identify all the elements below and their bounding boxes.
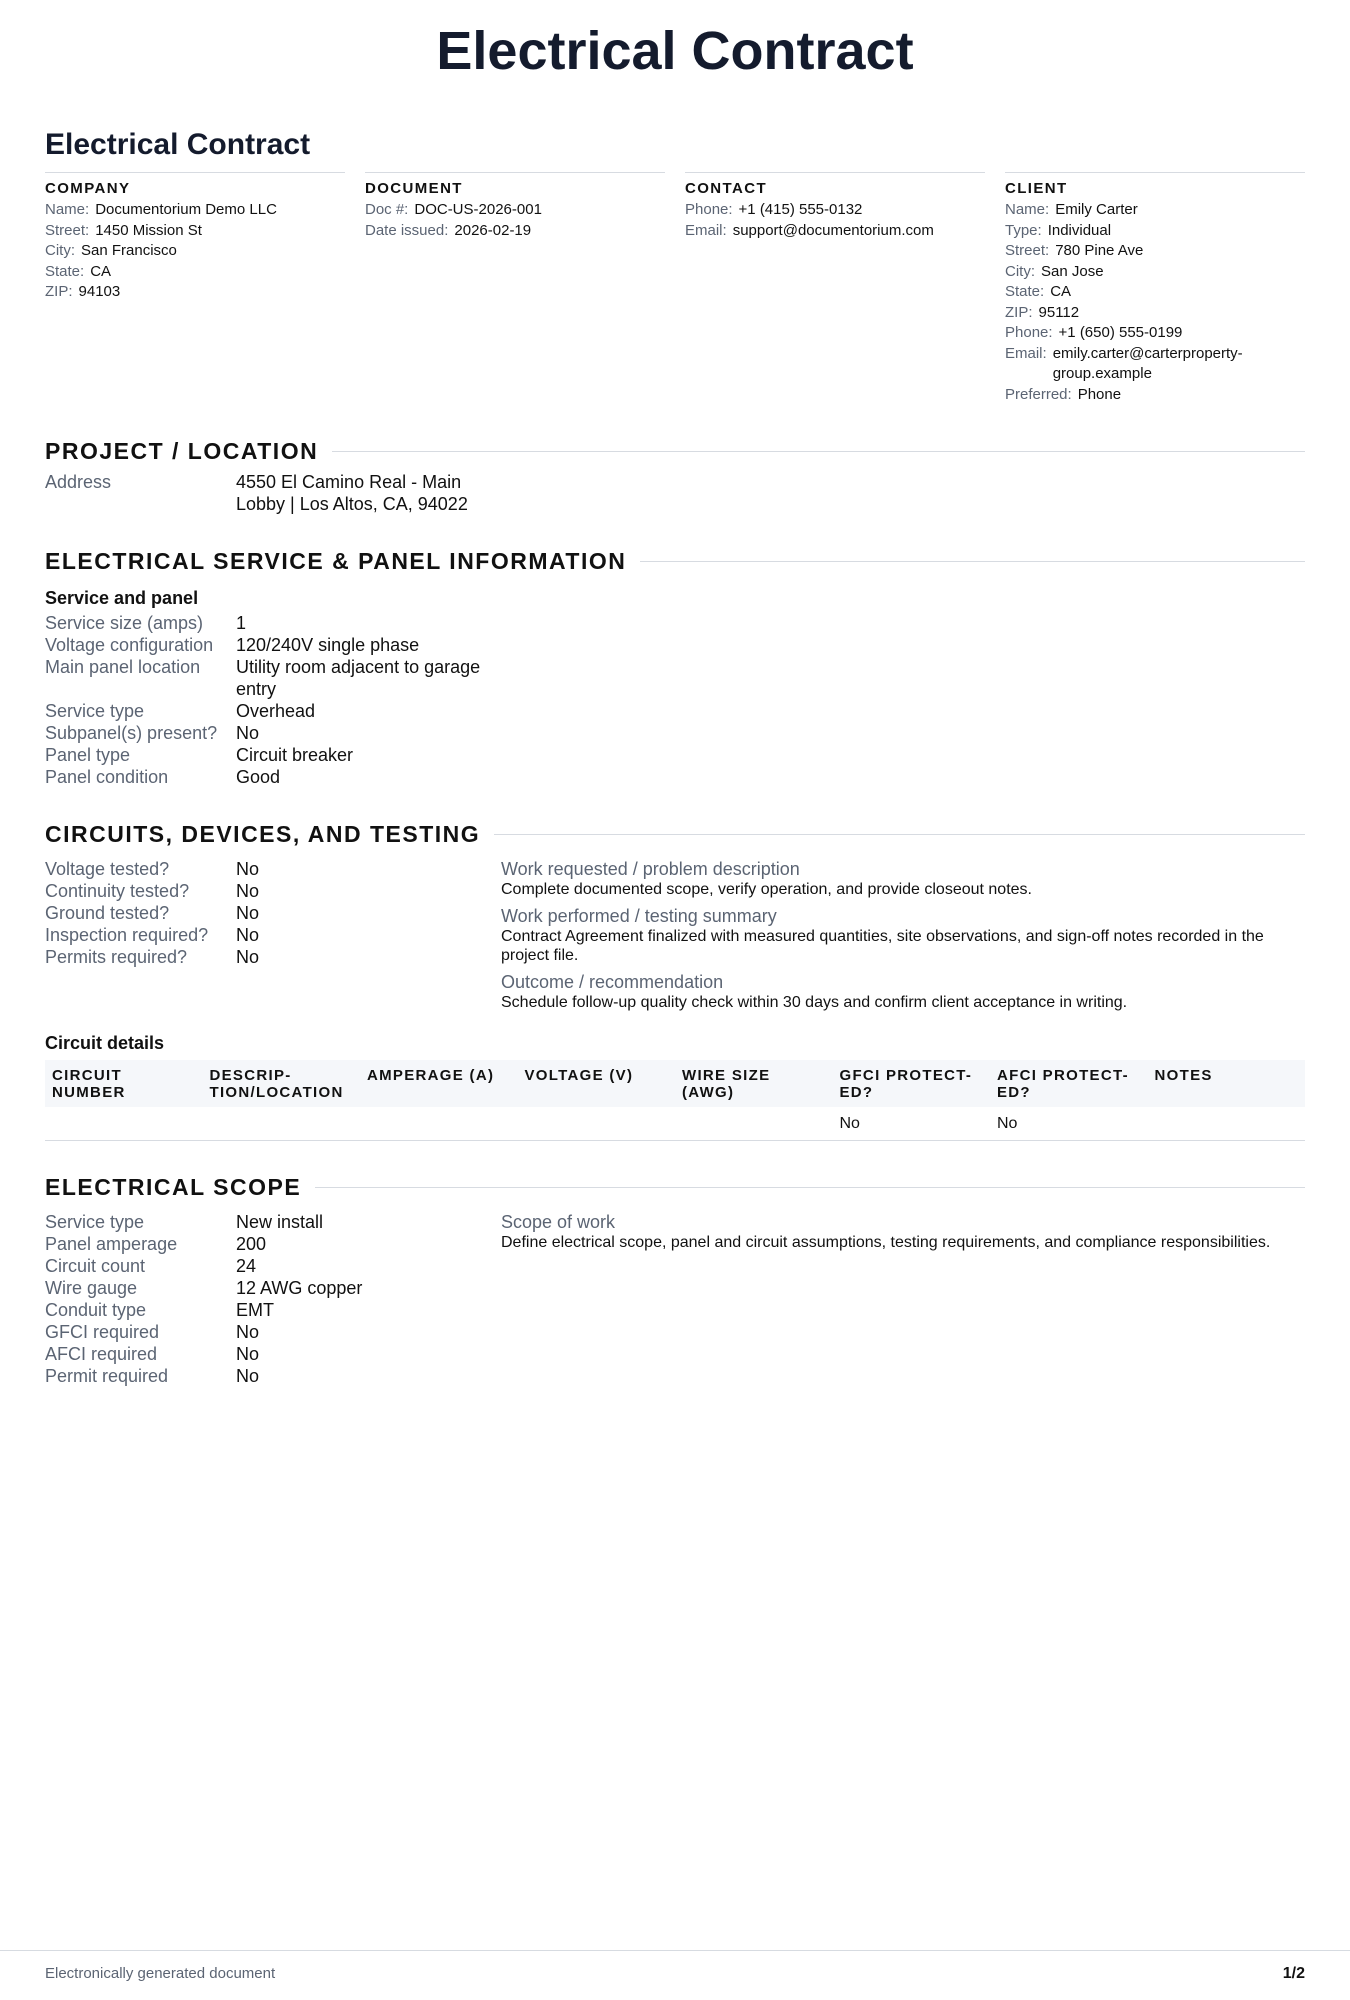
scope-row bbox=[45, 1343, 501, 1365]
service-row bbox=[45, 700, 1305, 722]
scope-fields bbox=[45, 1211, 501, 1387]
note-label: Scope of work bbox=[501, 1212, 616, 1232]
page-footer bbox=[0, 1950, 1350, 1982]
circuits-heading: CIRCUITS, DEVICES, AND TESTING bbox=[45, 821, 481, 847]
client-city: San Jose bbox=[1041, 262, 1104, 280]
company-city: San Francisco bbox=[81, 242, 177, 259]
contact-email: support@documentorium.com bbox=[732, 221, 934, 239]
note-text: Schedule follow-up quality check within 30 days and confirm client acceptance in writing. bbox=[501, 994, 1128, 1011]
field-value: 200 bbox=[236, 1234, 267, 1254]
field-label: Circuit count bbox=[45, 1256, 146, 1276]
label: City: bbox=[45, 242, 75, 259]
circuits-body bbox=[45, 858, 1305, 1018]
doc-number-row bbox=[365, 200, 665, 221]
label: Street: bbox=[1005, 242, 1050, 259]
service-row bbox=[45, 656, 1305, 700]
field-value: No bbox=[236, 903, 260, 923]
circuits-section-header bbox=[45, 820, 1305, 848]
scope-row bbox=[45, 1255, 501, 1277]
contact-heading: CONTACT bbox=[685, 180, 768, 197]
page-number: 1/2 bbox=[1282, 1965, 1305, 1982]
client-phone: +1 (650) 555-0199 bbox=[1058, 324, 1183, 341]
work-performed-block bbox=[501, 905, 1305, 965]
service-fields bbox=[45, 612, 1305, 788]
divider bbox=[315, 1187, 1305, 1188]
note-text: Define electrical scope, panel and circuit assumptions, testing requirements, and compliance responsibilities. bbox=[501, 1234, 1271, 1251]
field-value: Overhead bbox=[236, 701, 316, 721]
field-label: Permit required bbox=[45, 1366, 169, 1386]
column-header: VOLTAGE (V) bbox=[518, 1060, 676, 1107]
testing-row bbox=[45, 858, 501, 880]
label: Date issued: bbox=[365, 221, 449, 239]
table-cell bbox=[518, 1107, 676, 1141]
field-label: GFCI required bbox=[45, 1322, 160, 1342]
field-label: Voltage tested? bbox=[45, 859, 170, 879]
client-type-row bbox=[1005, 221, 1305, 242]
scope-section-header bbox=[45, 1173, 1305, 1201]
label: Phone: bbox=[685, 201, 733, 218]
field-label: Continuity tested? bbox=[45, 881, 190, 901]
field-value: No bbox=[236, 1366, 260, 1386]
client-city-row bbox=[1005, 262, 1305, 283]
table-cell bbox=[203, 1107, 361, 1141]
client-email: emily.carter@carterproperty-group.example bbox=[1052, 344, 1243, 382]
company-name-row bbox=[45, 200, 345, 221]
testing-row bbox=[45, 902, 501, 924]
column-header: GFCI PROTECT-ED? bbox=[833, 1060, 991, 1107]
divider bbox=[332, 451, 1305, 452]
project-section-header bbox=[45, 437, 1305, 465]
field-label: Main panel location bbox=[45, 657, 201, 677]
contact-phone: +1 (415) 555-0132 bbox=[738, 201, 863, 218]
note-text: Complete documented scope, verify operation, and provide closeout notes. bbox=[501, 881, 1032, 898]
label: ZIP: bbox=[1005, 303, 1033, 321]
field-value: 12 AWG copper bbox=[236, 1278, 363, 1298]
client-email-row bbox=[1005, 344, 1305, 385]
field-value: No bbox=[236, 859, 260, 879]
client-block bbox=[1005, 172, 1305, 405]
field-label: Panel condition bbox=[45, 767, 169, 787]
company-state-row bbox=[45, 262, 345, 283]
field-value: 1 bbox=[236, 613, 247, 633]
document-block bbox=[365, 172, 665, 405]
table-cell bbox=[675, 1107, 833, 1141]
field-value: No bbox=[236, 1322, 260, 1342]
field-label: Voltage configuration bbox=[45, 635, 214, 655]
field-value: No bbox=[236, 881, 260, 901]
work-notes bbox=[501, 858, 1305, 1018]
field-value: New install bbox=[236, 1212, 324, 1232]
circuit-details-table bbox=[45, 1060, 1305, 1141]
field-value: 120/240V single phase bbox=[236, 635, 420, 655]
field-value: No bbox=[236, 1344, 260, 1364]
contact-block bbox=[685, 172, 985, 405]
field-label: Panel type bbox=[45, 745, 131, 765]
field-label: Service type bbox=[45, 701, 145, 721]
client-phone-row bbox=[1005, 323, 1305, 344]
service-heading: ELECTRICAL SERVICE & PANEL INFORMATION bbox=[45, 548, 627, 574]
document-page bbox=[45, 0, 1305, 1387]
field-value: Good bbox=[236, 767, 281, 787]
company-street-row bbox=[45, 221, 345, 242]
field-label: Service size (amps) bbox=[45, 613, 204, 633]
field-label: Wire gauge bbox=[45, 1278, 138, 1298]
client-zip-row bbox=[1005, 303, 1305, 324]
label: Type: bbox=[1005, 221, 1042, 239]
label: Name: bbox=[1005, 201, 1050, 218]
address-label: Address bbox=[45, 472, 112, 492]
note-label: Work performed / testing summary bbox=[501, 906, 777, 926]
label: City: bbox=[1005, 262, 1035, 280]
client-name-row bbox=[1005, 200, 1305, 221]
testing-row bbox=[45, 880, 501, 902]
doc-number: DOC-US-2026-001 bbox=[414, 201, 542, 218]
company-street: 1450 Mission St bbox=[95, 221, 202, 239]
header-info-grid bbox=[45, 172, 1305, 405]
company-heading: COMPANY bbox=[45, 180, 131, 197]
date-issued-row bbox=[365, 221, 665, 242]
field-value: No bbox=[236, 925, 260, 945]
contact-email-row bbox=[685, 221, 985, 242]
label: State: bbox=[45, 262, 85, 280]
date-issued: 2026-02-19 bbox=[454, 221, 532, 239]
client-type: Individual bbox=[1047, 221, 1112, 239]
scope-body bbox=[45, 1211, 1305, 1387]
table-cell: No bbox=[833, 1107, 991, 1141]
company-block bbox=[45, 172, 345, 405]
scope-row bbox=[45, 1299, 501, 1321]
table-cell bbox=[360, 1107, 518, 1141]
table-cell: No bbox=[990, 1107, 1148, 1141]
service-row bbox=[45, 612, 1305, 634]
client-state: CA bbox=[1050, 283, 1072, 300]
field-label: Conduit type bbox=[45, 1300, 147, 1320]
client-preferred: Phone bbox=[1077, 385, 1122, 403]
table-cell bbox=[45, 1107, 203, 1141]
field-label: Permits required? bbox=[45, 947, 188, 967]
field-value: No bbox=[236, 723, 260, 743]
column-header: AMPERAGE (A) bbox=[360, 1060, 518, 1107]
field-label: Subpanel(s) present? bbox=[45, 723, 218, 743]
label: Phone: bbox=[1005, 324, 1053, 341]
scope-of-work bbox=[501, 1211, 1305, 1387]
label: Street: bbox=[45, 221, 90, 239]
field-label: Service type bbox=[45, 1212, 145, 1232]
label: Email: bbox=[1005, 344, 1047, 362]
label: Email: bbox=[685, 221, 727, 239]
client-street: 780 Pine Ave bbox=[1055, 242, 1144, 259]
work-requested-block bbox=[501, 858, 1305, 899]
outcome-block bbox=[501, 971, 1305, 1012]
column-header: DESCRIP-TION/LOCATION bbox=[203, 1060, 361, 1107]
field-value: Utility room adjacent to garage entry bbox=[236, 657, 481, 699]
table-header-row bbox=[45, 1060, 1305, 1107]
column-header: WIRE SIZE (AWG) bbox=[675, 1060, 833, 1107]
note-text: Contract Agreement finalized with measured quantities, site observations, and sign-off notes recorded in the project file. bbox=[501, 928, 1264, 964]
project-address: 4550 El Camino Real - Main Lobby | Los Altos, CA, 94022 bbox=[236, 472, 468, 514]
field-value: EMT bbox=[236, 1300, 274, 1320]
client-state-row bbox=[1005, 282, 1305, 303]
client-heading: CLIENT bbox=[1005, 180, 1068, 197]
testing-fields bbox=[45, 858, 501, 1018]
divider bbox=[640, 561, 1305, 562]
label: State: bbox=[1005, 283, 1045, 300]
client-zip: 95112 bbox=[1038, 303, 1080, 321]
divider bbox=[494, 834, 1305, 835]
company-name: Documentorium Demo LLC bbox=[95, 201, 277, 218]
table-row bbox=[45, 1107, 1305, 1141]
service-section-header bbox=[45, 547, 1305, 575]
note-label: Outcome / recommendation bbox=[501, 972, 724, 992]
field-label: Panel amperage bbox=[45, 1234, 178, 1254]
circuit-details-title: Circuit details bbox=[45, 1033, 165, 1053]
company-zip-row bbox=[45, 282, 345, 303]
document-title: Electrical Contract bbox=[436, 21, 914, 81]
footer-note: Electronically generated document bbox=[45, 1965, 276, 1982]
field-value: Circuit breaker bbox=[236, 745, 354, 765]
column-header: CIRCUIT NUMBER bbox=[45, 1060, 203, 1107]
label: Doc #: bbox=[365, 201, 409, 218]
column-header: AFCI PROTECT-ED? bbox=[990, 1060, 1148, 1107]
service-row bbox=[45, 744, 1305, 766]
field-value: No bbox=[236, 947, 260, 967]
label: Preferred: bbox=[1005, 385, 1072, 403]
document-heading: DOCUMENT bbox=[365, 180, 463, 197]
service-row bbox=[45, 634, 1305, 656]
testing-row bbox=[45, 946, 501, 968]
scope-row bbox=[45, 1233, 501, 1255]
company-state: CA bbox=[90, 262, 112, 280]
scope-row bbox=[45, 1365, 501, 1387]
project-heading: PROJECT / LOCATION bbox=[45, 438, 319, 464]
field-value: 24 bbox=[236, 1256, 257, 1276]
company-zip: 94103 bbox=[78, 283, 121, 300]
service-group-title: Service and panel bbox=[45, 588, 199, 608]
table-cell bbox=[1148, 1107, 1306, 1141]
service-row bbox=[45, 766, 1305, 788]
testing-row bbox=[45, 924, 501, 946]
company-city-row bbox=[45, 241, 345, 262]
scope-heading: ELECTRICAL SCOPE bbox=[45, 1174, 302, 1200]
label: Name: bbox=[45, 201, 90, 218]
contact-phone-row bbox=[685, 200, 985, 221]
field-label: Ground tested? bbox=[45, 903, 170, 923]
client-name: Emily Carter bbox=[1055, 201, 1138, 218]
document-subtitle: Electrical Contract bbox=[45, 128, 311, 161]
scope-row bbox=[45, 1321, 501, 1343]
scope-row bbox=[45, 1277, 501, 1299]
project-address-row bbox=[45, 471, 1305, 515]
client-street-row bbox=[1005, 241, 1305, 262]
column-header: NOTES bbox=[1148, 1060, 1306, 1107]
scope-row bbox=[45, 1211, 501, 1233]
service-row bbox=[45, 722, 1305, 744]
scope-of-work-block bbox=[501, 1211, 1305, 1252]
note-label: Work requested / problem description bbox=[501, 859, 800, 879]
field-label: Inspection required? bbox=[45, 925, 209, 945]
label: ZIP: bbox=[45, 283, 73, 300]
client-preferred-row bbox=[1005, 385, 1305, 406]
field-label: AFCI required bbox=[45, 1344, 158, 1364]
